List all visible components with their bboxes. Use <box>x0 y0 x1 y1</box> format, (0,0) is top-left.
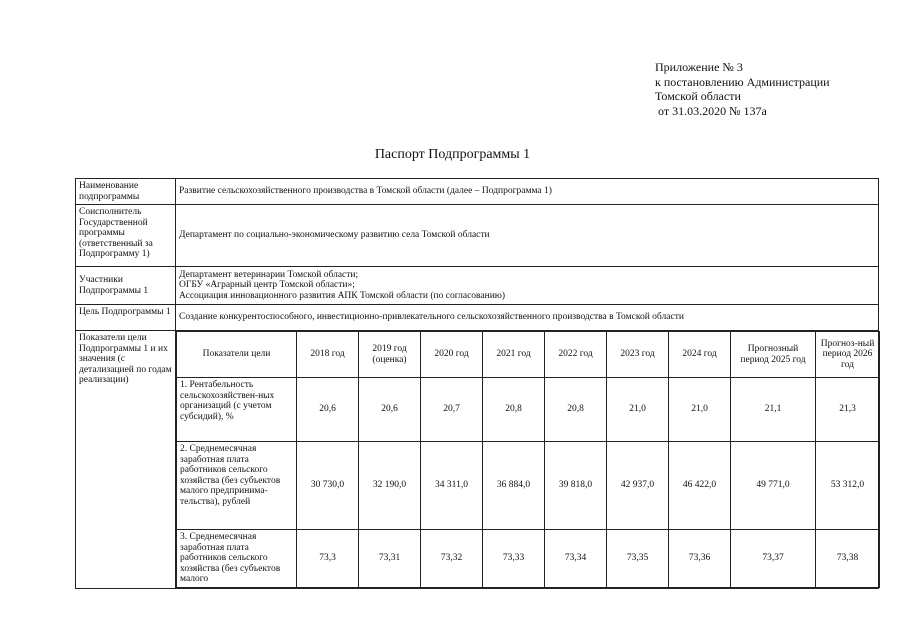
row-label: Наименование подпрограммы <box>76 179 176 205</box>
year-header: Прогноз-ный период 2026 год <box>816 332 880 378</box>
indicator-value: 32 190,0 <box>359 442 421 530</box>
participant-item: ОГБУ «Аграрный центр Томской области»; <box>179 280 355 291</box>
indicator-value: 73,34 <box>545 530 607 588</box>
indicator-value: 73,37 <box>731 530 816 588</box>
indicators-cell <box>176 331 879 589</box>
table-row <box>76 305 879 331</box>
row-label: Показатели цели Подпрограммы 1 и их значения (с детализацией по годам реализации) <box>76 331 176 589</box>
indicator-value: 36 884,0 <box>483 442 545 530</box>
indicator-value: 46 422,0 <box>669 442 731 530</box>
indicator-value: 20,6 <box>359 378 421 442</box>
year-header: 2022 год <box>545 332 607 378</box>
indicator-value: 73,35 <box>607 530 669 588</box>
indicator-value: 49 771,0 <box>731 442 816 530</box>
header-cell: Показатели цели <box>177 332 297 378</box>
row-value <box>176 267 879 305</box>
indicator-value: 21,0 <box>669 378 731 442</box>
indicator-value: 34 311,0 <box>421 442 483 530</box>
indicator-value: 73,36 <box>669 530 731 588</box>
table-row <box>177 530 880 588</box>
indicator-value: 73,32 <box>421 530 483 588</box>
indicator-value: 21,3 <box>816 378 880 442</box>
indicator-value: 73,38 <box>816 530 880 588</box>
table-row <box>177 378 880 442</box>
row-value: Развитие сельскохозяйственного производства в Томской области (далее – Подпрограмма 1) <box>176 179 879 205</box>
page-title: Паспорт Подпрограммы 1 <box>374 147 531 162</box>
indicator-value: 20,7 <box>421 378 483 442</box>
indicators-header-row <box>177 332 880 378</box>
indicators-table <box>176 331 880 588</box>
table-row <box>177 442 880 530</box>
indicator-value: 73,33 <box>483 530 545 588</box>
appendix-line: к постановлению Администрации <box>655 74 830 89</box>
table-row <box>76 331 879 589</box>
table-row <box>76 179 879 205</box>
indicator-value: 20,6 <box>297 378 359 442</box>
indicator-value: 20,8 <box>545 378 607 442</box>
table-row <box>76 267 879 305</box>
indicator-value: 73,3 <box>297 530 359 588</box>
indicator-name: 1. Рентабельность сельскохозяйствен-ных организаций (с учетом субсидий), % <box>177 378 297 442</box>
indicator-value: 30 730,0 <box>297 442 359 530</box>
year-header: Прогнозный период 2025 год <box>731 332 816 378</box>
year-header: 2018 год <box>297 332 359 378</box>
year-header: 2024 год <box>669 332 731 378</box>
indicator-value: 21,1 <box>731 378 816 442</box>
indicator-name: 2. Среднемесячная заработная плата работников сельского хозяйства (без субъектов малого предпринима-тельства), рублей <box>177 442 297 530</box>
indicator-value: 20,8 <box>483 378 545 442</box>
indicator-value: 21,0 <box>607 378 669 442</box>
row-value: Департамент по социально-экономическому развитию села Томской области <box>176 205 879 267</box>
row-label: Участники Подпрограммы 1 <box>76 267 176 305</box>
indicator-value: 42 937,0 <box>607 442 669 530</box>
indicator-name: 3. Среднемесячная заработная плата работников сельского хозяйства (без субъектов малого <box>177 530 297 588</box>
appendix-line: Томской области <box>655 89 741 103</box>
participant-item: Ассоциация инновационного развития АПК Томской области (по согласованию) <box>179 290 506 301</box>
appendix-line: от 31.03.2020 № 137а <box>658 103 767 118</box>
row-label: Соисполнитель Государственной программы (ответственный за Подпрограмму 1) <box>76 205 176 267</box>
appendix-line: Приложение № 3 <box>655 60 743 74</box>
year-header: 2019 год (оценка) <box>359 332 421 378</box>
indicator-value: 73,31 <box>359 530 421 588</box>
year-header: 2021 год <box>483 332 545 378</box>
indicator-value: 53 312,0 <box>816 442 880 530</box>
indicator-value: 39 818,0 <box>545 442 607 530</box>
year-header: 2023 год <box>607 332 669 378</box>
appendix-header <box>655 60 830 118</box>
year-header: 2020 год <box>421 332 483 378</box>
table-row <box>76 205 879 267</box>
row-value: Создание конкурентоспособного, инвестиционно-привлекательного сельскохозяйственного производства в Томской области <box>176 305 879 331</box>
row-label: Цель Подпрограммы 1 <box>76 305 176 331</box>
participant-item: Департамент ветеринарии Томской области; <box>179 269 359 280</box>
passport-table <box>75 178 879 589</box>
